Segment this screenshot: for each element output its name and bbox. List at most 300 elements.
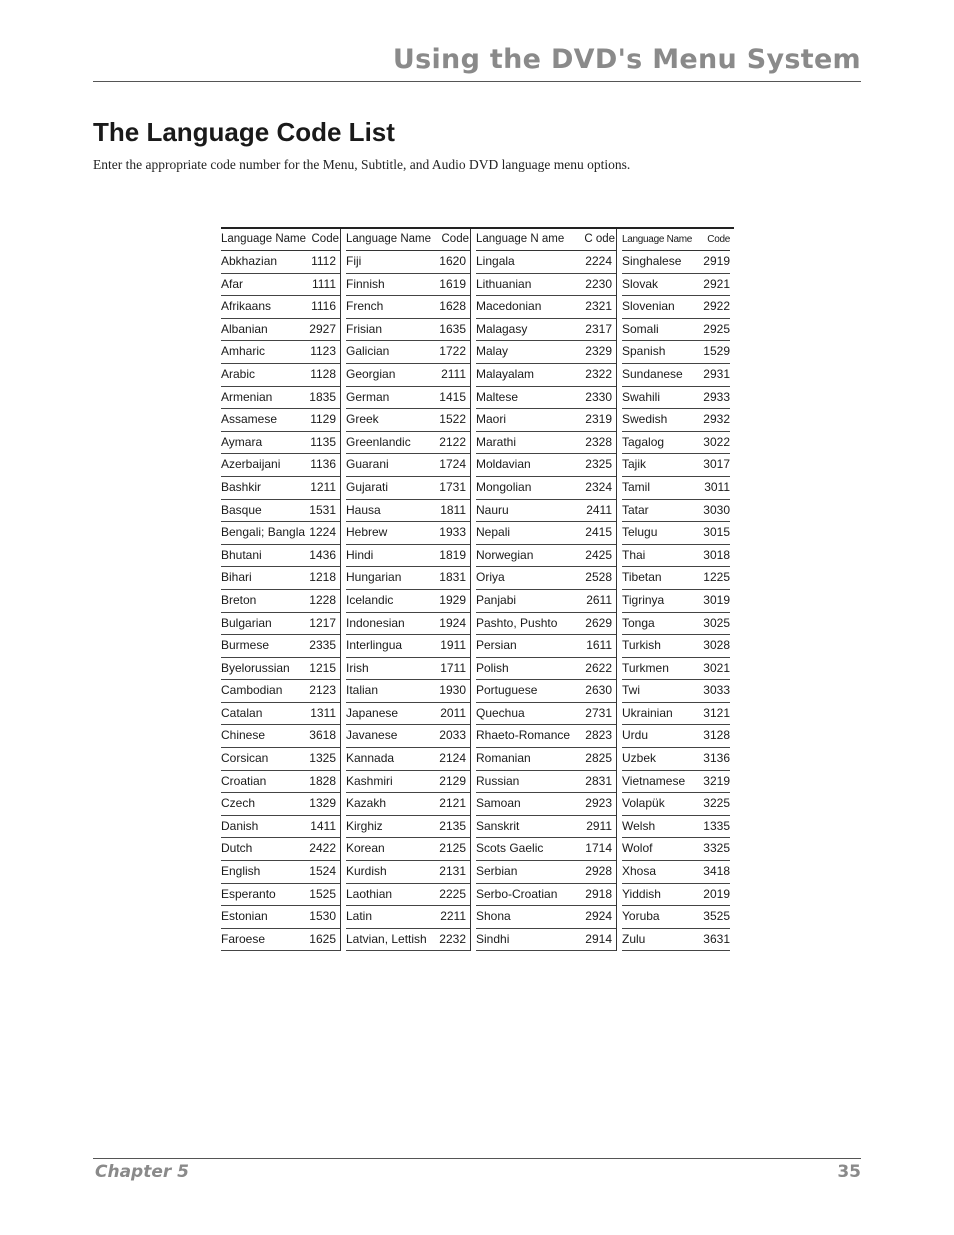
table-row [346, 771, 470, 794]
header-code: C ode [584, 233, 615, 245]
language-code: 2211 [440, 909, 466, 924]
table-row [346, 680, 470, 703]
language-code: 2011 [440, 705, 466, 720]
language-code: 1325 [309, 751, 336, 766]
language-name: English [221, 864, 261, 879]
table-row [346, 274, 470, 297]
table-row [221, 432, 340, 455]
table-row [622, 838, 730, 861]
table-row [346, 748, 470, 771]
language-code: 3033 [703, 683, 730, 698]
language-name: Georgian [346, 366, 396, 381]
language-name: Slovak [622, 276, 659, 291]
language-name: Macedonian [476, 299, 542, 314]
language-code: 2135 [439, 818, 466, 833]
language-code: 2918 [585, 886, 612, 901]
table-row [476, 341, 616, 364]
table-row [346, 658, 470, 681]
language-code: 1731 [439, 479, 466, 494]
language-name: Maltese [476, 389, 519, 404]
language-name: Bhutani [221, 547, 262, 562]
table-row [221, 816, 340, 839]
language-code: 2125 [439, 841, 466, 856]
table-row [476, 296, 616, 319]
table-row [476, 703, 616, 726]
language-code-table [221, 227, 734, 951]
table-row [622, 545, 730, 568]
language-code: 1620 [439, 254, 466, 268]
table-row [346, 500, 470, 523]
language-code: 1828 [309, 773, 336, 788]
language-code: 2121 [439, 796, 466, 811]
table-row [221, 387, 340, 410]
header-language-name: Language Name [622, 234, 693, 245]
language-code: 1123 [310, 344, 336, 359]
language-code: 2324 [585, 479, 612, 494]
table-row [221, 567, 340, 590]
table-row [622, 793, 730, 816]
table-row [346, 387, 470, 410]
table-row [346, 725, 470, 748]
language-name: Xhosa [622, 864, 657, 879]
footer-chapter: Chapter 5 [95, 1162, 190, 1182]
table-row [221, 545, 340, 568]
language-code: 1436 [309, 547, 336, 562]
table-column-4 [616, 229, 730, 951]
intro-text: Enter the appropriate code number for the Menu, Subtitle, and Audio DVD language menu options. [93, 157, 631, 172]
language-name: Dutch [221, 841, 253, 856]
table-row [622, 929, 730, 952]
table-row [622, 432, 730, 455]
language-name: Tigrinya [622, 592, 665, 607]
language-code: 2232 [439, 931, 466, 946]
table-row [622, 884, 730, 907]
table-row [346, 432, 470, 455]
language-code: 1714 [585, 841, 612, 856]
language-name: Kurdish [346, 864, 387, 879]
language-name: Turkmen [622, 660, 669, 675]
table-row [476, 409, 616, 432]
language-name: Moldavian [476, 457, 531, 472]
table-row [622, 251, 730, 274]
language-name: Tagalog [622, 434, 665, 449]
language-name: Frisian [346, 321, 383, 336]
table-column-2 [340, 229, 470, 951]
table-row [221, 251, 340, 274]
language-code: 1415 [439, 389, 466, 404]
language-name: Ukrainian [622, 705, 673, 720]
table-row [622, 703, 730, 726]
language-name: Malayalam [476, 366, 535, 381]
table-row [476, 274, 616, 297]
language-name: Lingala [476, 254, 515, 268]
language-code: 1329 [309, 796, 336, 811]
table-row [221, 454, 340, 477]
language-name: Romanian [476, 751, 531, 766]
language-code: 1311 [310, 705, 336, 720]
language-code: 1128 [310, 366, 336, 381]
language-name: Marathi [476, 434, 517, 449]
language-code: 1724 [439, 457, 466, 472]
language-name: Byelorussian [221, 660, 290, 675]
language-name: Irish [346, 660, 369, 675]
table-row [622, 771, 730, 794]
language-name: Hebrew [346, 525, 388, 540]
language-code: 1625 [309, 931, 336, 946]
table-row [221, 613, 340, 636]
language-name: Hungarian [346, 570, 402, 585]
language-code: 2931 [703, 366, 730, 381]
language-code: 2321 [585, 299, 612, 314]
language-name: Tajik [622, 457, 647, 472]
language-code: 2122 [439, 434, 466, 449]
language-name: Interlingua [346, 638, 403, 653]
table-row [476, 500, 616, 523]
language-name: Estonian [221, 909, 268, 924]
language-code: 1619 [439, 276, 466, 291]
table-row [221, 274, 340, 297]
table-row [346, 522, 470, 545]
table-row [346, 477, 470, 500]
language-name: Kashmiri [346, 773, 393, 788]
table-row [622, 567, 730, 590]
language-code: 3019 [703, 592, 730, 607]
language-code: 2922 [703, 299, 730, 314]
language-name: Afar [221, 276, 244, 291]
language-name: Polish [476, 660, 509, 675]
column-header [221, 229, 340, 251]
table-column-1 [221, 229, 340, 951]
column-header [622, 229, 730, 251]
table-row [221, 748, 340, 771]
table-row [346, 906, 470, 929]
table-row [476, 545, 616, 568]
language-name: Uzbek [622, 751, 657, 766]
table-row [622, 861, 730, 884]
language-code: 1111 [311, 276, 336, 291]
language-name: Burmese [221, 638, 270, 653]
language-name: Galician [346, 344, 390, 359]
header-code: Code [311, 233, 339, 245]
table-row [346, 545, 470, 568]
language-name: Croatian [221, 773, 267, 788]
language-code: 1135 [310, 434, 336, 449]
table-row [622, 274, 730, 297]
language-name: Indonesian [346, 615, 405, 630]
language-name: Bashkir [221, 479, 262, 494]
header-language-name: Language N ame [476, 233, 565, 245]
language-name: Volapük [622, 796, 665, 811]
table-row [346, 296, 470, 319]
table-row [346, 635, 470, 658]
language-name: Norwegian [476, 547, 534, 562]
language-name: Serbian [476, 864, 518, 879]
table-row [346, 613, 470, 636]
language-code: 2411 [586, 502, 612, 517]
table-row [476, 477, 616, 500]
language-name: Russian [476, 773, 520, 788]
language-code: 1112 [311, 254, 336, 268]
table-row [221, 341, 340, 364]
table-row [346, 454, 470, 477]
language-name: Tamil [622, 479, 651, 494]
language-name: Catalan [221, 705, 263, 720]
language-name: Bulgarian [221, 615, 272, 630]
language-name: Urdu [622, 728, 649, 743]
table-row [476, 635, 616, 658]
language-code: 2325 [585, 457, 612, 472]
language-code: 3028 [703, 638, 730, 653]
language-name: Aymara [221, 434, 263, 449]
language-code: 3025 [703, 615, 730, 630]
column-header [346, 229, 470, 251]
language-name: Kannada [346, 751, 395, 766]
language-code: 2123 [309, 683, 336, 698]
language-name: Nepali [476, 525, 511, 540]
language-code: 2111 [441, 366, 466, 381]
language-code: 2925 [703, 321, 730, 336]
language-code: 3418 [703, 864, 730, 879]
language-name: Italian [346, 683, 379, 698]
table-row [476, 793, 616, 816]
language-code: 2928 [585, 864, 612, 879]
language-code: 2924 [585, 909, 612, 924]
table-row [476, 251, 616, 274]
language-name: Corsican [221, 751, 269, 766]
language-code: 1522 [439, 412, 466, 427]
language-name: Abkhazian [221, 254, 278, 268]
table-row [622, 680, 730, 703]
language-code: 1225 [703, 570, 730, 585]
table-row [476, 432, 616, 455]
table-row [622, 635, 730, 658]
language-name: Serbo-Croatian [476, 886, 558, 901]
table-row [346, 409, 470, 432]
language-name: Japanese [346, 705, 399, 720]
language-code: 3011 [704, 479, 730, 494]
language-name: Malagasy [476, 321, 528, 336]
language-name: Breton [221, 592, 257, 607]
language-code: 3121 [703, 705, 730, 720]
language-name: Gujarati [346, 479, 389, 494]
table-row [346, 838, 470, 861]
language-name: Laothian [346, 886, 393, 901]
language-code: 1819 [439, 547, 466, 562]
table-row [221, 703, 340, 726]
table-row [346, 590, 470, 613]
table-row [346, 341, 470, 364]
language-code: 2823 [585, 728, 612, 743]
language-code: 3631 [703, 931, 730, 946]
language-code: 1811 [440, 502, 466, 517]
language-name: Rhaeto-Romance [476, 728, 571, 743]
table-row [476, 725, 616, 748]
table-row [476, 906, 616, 929]
language-code: 1116 [311, 299, 336, 314]
language-name: Swahili [622, 389, 661, 404]
table-row [346, 567, 470, 590]
language-name: Icelandic [346, 592, 394, 607]
language-name: Guarani [346, 457, 389, 472]
language-code: 3525 [703, 909, 730, 924]
table-row [221, 906, 340, 929]
language-name: Albanian [221, 321, 268, 336]
language-code: 1611 [586, 638, 612, 653]
language-name: Greenlandic [346, 434, 411, 449]
language-code: 1930 [439, 683, 466, 698]
language-name: Vietnamese [622, 773, 686, 788]
language-name: Shona [476, 909, 511, 924]
language-code: 2425 [585, 547, 612, 562]
language-code: 1924 [439, 615, 466, 630]
language-name: Samoan [476, 796, 521, 811]
language-name: Zulu [622, 931, 646, 946]
table-row [346, 319, 470, 342]
column-header [476, 229, 616, 251]
table-row [476, 387, 616, 410]
table-row [221, 793, 340, 816]
table-row [476, 454, 616, 477]
table-row [346, 929, 470, 952]
table-row [221, 838, 340, 861]
language-code: 2731 [585, 705, 612, 720]
language-code: 3017 [703, 457, 730, 472]
language-code: 3325 [703, 841, 730, 856]
language-name: Greek [346, 412, 379, 427]
table-row [221, 364, 340, 387]
language-name: Sundanese [622, 366, 683, 381]
language-code: 2033 [439, 728, 466, 743]
table-row [476, 364, 616, 387]
table-row [346, 364, 470, 387]
language-code: 1911 [440, 638, 466, 653]
language-code: 1136 [310, 457, 336, 472]
table-row [622, 725, 730, 748]
language-name: Persian [476, 638, 517, 653]
table-row [622, 296, 730, 319]
table-row [476, 861, 616, 884]
language-name: Javanese [346, 728, 398, 743]
table-row [476, 658, 616, 681]
table-row [346, 884, 470, 907]
language-name: Cambodian [221, 683, 283, 698]
table-column-3 [470, 229, 616, 951]
language-name: Latvian, Lettish [346, 931, 427, 946]
language-code: 2329 [585, 344, 612, 359]
table-row [221, 658, 340, 681]
language-name: Chinese [221, 728, 266, 743]
page-title: The Language Code List [93, 117, 395, 147]
table-row [622, 387, 730, 410]
language-name: Oriya [476, 570, 505, 585]
language-code: 3128 [703, 728, 730, 743]
table-row [221, 929, 340, 952]
language-name: Esperanto [221, 886, 276, 901]
footer-divider [93, 1158, 861, 1159]
table-row [346, 861, 470, 884]
language-code: 2932 [703, 412, 730, 427]
language-code: 2224 [585, 254, 612, 268]
header-language-name: Language Name [346, 233, 432, 245]
language-name: Armenian [221, 389, 273, 404]
table-row [622, 522, 730, 545]
language-code: 1530 [309, 909, 336, 924]
table-row [622, 613, 730, 636]
language-name: Swedish [622, 412, 668, 427]
language-name: Bihari [221, 570, 252, 585]
language-code: 2317 [585, 321, 612, 336]
language-name: Azerbaijani [221, 457, 281, 472]
language-code: 2611 [586, 592, 612, 607]
language-name: Scots Gaelic [476, 841, 544, 856]
language-code: 2124 [439, 751, 466, 766]
table-row [221, 522, 340, 545]
language-code: 1628 [439, 299, 466, 314]
language-name: French [346, 299, 384, 314]
language-code: 3018 [703, 547, 730, 562]
language-name: Slovenian [622, 299, 675, 314]
language-name: Maori [476, 412, 507, 427]
language-name: Spanish [622, 344, 666, 359]
table-row [221, 296, 340, 319]
language-code: 2129 [439, 773, 466, 788]
table-row [622, 816, 730, 839]
language-name: Yiddish [622, 886, 661, 901]
language-name: Welsh [622, 818, 656, 833]
language-name: Tibetan [622, 570, 662, 585]
language-name: Mongolian [476, 479, 532, 494]
language-name: Kirghiz [346, 818, 383, 833]
table-row [221, 477, 340, 500]
language-code: 1531 [309, 502, 336, 517]
language-code: 1411 [310, 818, 336, 833]
language-code: 2921 [703, 276, 730, 291]
language-code: 2923 [585, 796, 612, 811]
language-code: 1218 [309, 570, 336, 585]
language-name: Czech [221, 796, 256, 811]
language-code: 1228 [309, 592, 336, 607]
table-row [346, 793, 470, 816]
language-code: 2330 [585, 389, 612, 404]
language-code: 2319 [585, 412, 612, 427]
table-row [622, 500, 730, 523]
language-name: Arabic [221, 366, 256, 381]
language-name: Latin [346, 909, 373, 924]
language-name: Twi [622, 683, 640, 698]
table-row [221, 635, 340, 658]
table-row [346, 816, 470, 839]
language-code: 3015 [703, 525, 730, 540]
language-name: Telugu [622, 525, 658, 540]
language-code: 3021 [703, 660, 730, 675]
language-name: Afrikaans [221, 299, 272, 314]
language-name: Thai [622, 547, 646, 562]
table-row [622, 477, 730, 500]
language-code: 3136 [703, 751, 730, 766]
language-code: 1711 [440, 660, 466, 675]
language-name: Sindhi [476, 931, 510, 946]
language-code: 3030 [703, 502, 730, 517]
language-code: 2933 [703, 389, 730, 404]
table-row [346, 703, 470, 726]
table-row [221, 680, 340, 703]
language-name: Tonga [622, 615, 655, 630]
language-name: Kazakh [346, 796, 387, 811]
table-row [221, 725, 340, 748]
table-row [622, 906, 730, 929]
language-code: 2629 [585, 615, 612, 630]
language-name: Lithuanian [476, 276, 532, 291]
